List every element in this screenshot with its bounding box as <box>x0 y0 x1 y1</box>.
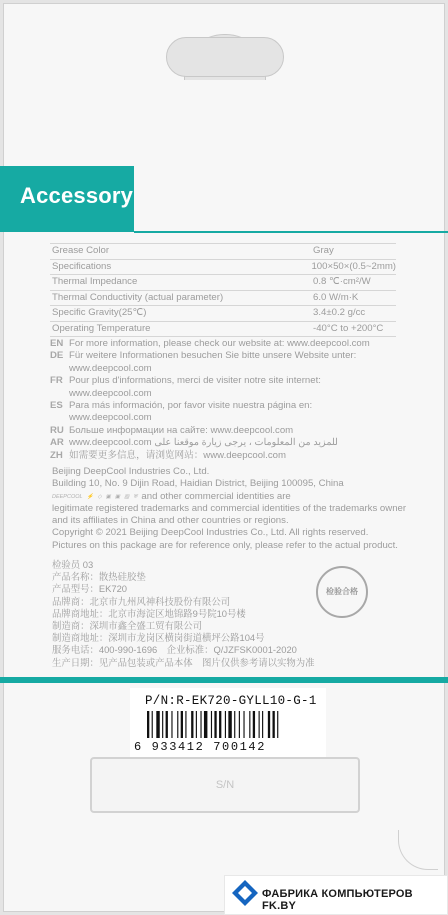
legal-text: and its affiliates in China and other countries or regions. <box>52 515 289 527</box>
cn-line: 制造商地址：深圳市龙岗区横岗街道横坪公路104号 <box>52 632 265 644</box>
lang-text-cont: www.deepcool.com <box>69 362 152 374</box>
serial-number-box <box>90 757 360 813</box>
barcode-bar <box>268 711 270 738</box>
hang-hole <box>166 37 284 77</box>
barcode-bar <box>162 711 163 738</box>
language-info <box>50 338 410 462</box>
fk-logo-icon <box>230 878 260 908</box>
barcode-bar <box>219 711 221 738</box>
barcode-bar <box>214 711 216 738</box>
lang-row-ar <box>50 437 410 449</box>
trademark-line <box>52 491 412 503</box>
cn-line: 产品名称：散热硅胶垫 <box>52 571 146 583</box>
spec-row <box>50 291 396 307</box>
watermark-text: ФАБРИКА КОМПЬЮТЕРОВ FK.BY <box>262 888 413 912</box>
spec-row <box>50 243 396 260</box>
gamer-storm-logo: ⚡ <box>86 493 94 500</box>
lang-row-es <box>50 400 410 412</box>
lang-code: ZH <box>50 449 63 461</box>
lang-text: 如需要更多信息，请浏览网站：www.deepcool.com <box>69 449 286 461</box>
barcode-bar <box>200 711 201 738</box>
barcode-digits: 6 933412 700142 <box>134 740 267 754</box>
barcode-bar <box>259 711 260 738</box>
legal-text: legitimate registered trademarks and commercial identities of the trademarks owner <box>52 502 407 514</box>
brand-logo-3: ▣ <box>105 493 111 500</box>
barcode-bar <box>204 711 207 738</box>
spec-name: Specific Gravity(25℃) <box>52 307 147 318</box>
barcode-bar <box>249 711 250 738</box>
lang-text: www.deepcool.com للمزيد من المعلومات ، يرجى زيارة موقعنا على <box>69 437 338 449</box>
copyright-text: Copyright © 2021 Beijing DeepCool Industries Co., Ltd. All rights reserved. <box>52 527 369 539</box>
cn-line: 产品型号：EK720 <box>52 583 128 595</box>
lang-text: Para más información, por favor visite nuestra página en: <box>69 400 313 412</box>
spec-row <box>50 260 396 276</box>
spec-value: Gray <box>313 245 334 256</box>
barcode-bar <box>225 711 226 738</box>
spec-value: 3.4±0.2 g/cc <box>313 307 366 318</box>
trademarks-text: and other commercial identities are <box>141 490 291 502</box>
barcode-bars <box>147 711 321 738</box>
part-number: P/N:R-EK720-GYLL10-G-1 <box>145 694 317 708</box>
barcode-bar <box>171 711 172 738</box>
lang-row-fr <box>50 375 410 387</box>
spec-name: Specifications <box>52 260 112 272</box>
spec-value: 0.8 ℃·cm²/W <box>313 276 371 287</box>
brand-logo-6: ⛨ <box>133 493 138 500</box>
category-title: Accessory <box>20 183 134 208</box>
spec-value: 6.0 W/m·K <box>313 291 359 303</box>
lang-code: ES <box>50 400 63 412</box>
barcode-bar <box>191 711 193 738</box>
qualified-stamp <box>316 566 368 618</box>
cn-line: 品牌商：北京市九州风神科技股份有限公司 <box>52 595 231 607</box>
barcode-bar <box>211 711 212 738</box>
spec-name: Grease Color <box>52 245 110 256</box>
lang-row-de <box>50 350 410 362</box>
spec-row <box>50 275 396 291</box>
lang-row-en <box>50 338 410 350</box>
barcode-bar <box>234 711 235 738</box>
company-address: Building 10, No. 9 Dijin Road, Haidian District, Beijing 100095, China <box>52 478 344 490</box>
company-name: Beijing DeepCool Industries Co., Ltd. <box>52 466 210 477</box>
lang-text: Больше информации на сайте: www.deepcool.com <box>69 424 294 436</box>
brand-logo-5: ▥ <box>124 493 130 500</box>
lang-text-cont: www.deepcool.com <box>69 412 152 424</box>
spec-row <box>50 322 396 338</box>
cn-line: 生产日期：见产品包装或产品本体 图片仅供参考请以实物为准 <box>52 656 315 668</box>
lang-row-ru <box>50 425 410 437</box>
barcode-bar <box>181 711 183 738</box>
lang-text: For more information, please check our website at: www.deepcool.com <box>69 338 370 349</box>
barcode-bar <box>166 711 168 738</box>
brand-logo-4: ▣ <box>114 493 121 500</box>
serial-label: S/N <box>215 779 235 791</box>
cn-line: 制造商：深圳市鑫全盛工贸有限公司 <box>52 620 203 632</box>
barcode-bar <box>152 711 153 738</box>
lang-code: DE <box>50 350 64 362</box>
barcode-bar <box>177 711 178 738</box>
spec-row <box>50 306 396 322</box>
disclaimer-text: Pictures on this package are for reference only, please refer to the actual product. <box>52 539 398 551</box>
barcode-bar <box>185 711 186 738</box>
lang-row-zh <box>50 450 410 462</box>
lang-code: RU <box>50 424 64 436</box>
cn-line: 品牌商地址：北京市海淀区地锦路9号院10号楼 <box>52 607 246 619</box>
lang-code: FR <box>50 375 63 387</box>
qualified-stamp-text: 检验合格 <box>326 587 358 596</box>
lang-text: Pour plus d'informations, merci de visiter notre site internet: <box>69 375 321 387</box>
category-banner <box>0 166 134 232</box>
banner-rule <box>134 231 448 233</box>
barcode-bar <box>147 711 149 738</box>
barcode-bar <box>228 711 231 738</box>
deepcool-logo: DEEPCOOL <box>52 493 83 500</box>
barcode-bar <box>156 711 159 738</box>
bottom-teal-rule <box>0 677 448 683</box>
spec-table <box>50 243 396 337</box>
barcode-bar <box>253 711 255 738</box>
spec-name: Thermal Conductivity (actual parameter) <box>52 291 224 303</box>
lang-text: Für weitere Informationen besuchen Sie bitte unsere Website unter: <box>69 350 357 362</box>
barcode-bar <box>262 711 263 738</box>
barcode-bar <box>273 711 275 738</box>
lang-code: AR <box>50 437 64 449</box>
spec-name: Operating Temperature <box>52 322 151 334</box>
barcode-bar <box>243 711 244 738</box>
brand-logo-2: ◇ <box>97 493 102 500</box>
lang-code: EN <box>50 338 64 349</box>
company-info <box>52 466 412 552</box>
cn-line: 服务电话：400-990-1696 企业标准：Q/JZFSK0001-2020 <box>52 644 297 656</box>
spec-value: -40°C to +200°C <box>313 322 384 334</box>
barcode-bar <box>196 711 197 738</box>
cn-product-info <box>52 559 352 669</box>
spec-name: Thermal Impedance <box>52 276 138 287</box>
cn-line: 检验员 03 <box>52 559 94 570</box>
barcode-bar <box>239 711 240 738</box>
lang-text-cont: www.deepcool.com <box>69 387 152 399</box>
barcode-bar <box>277 711 278 738</box>
spec-value: 100×50×(0.5~2mm) <box>311 260 396 272</box>
